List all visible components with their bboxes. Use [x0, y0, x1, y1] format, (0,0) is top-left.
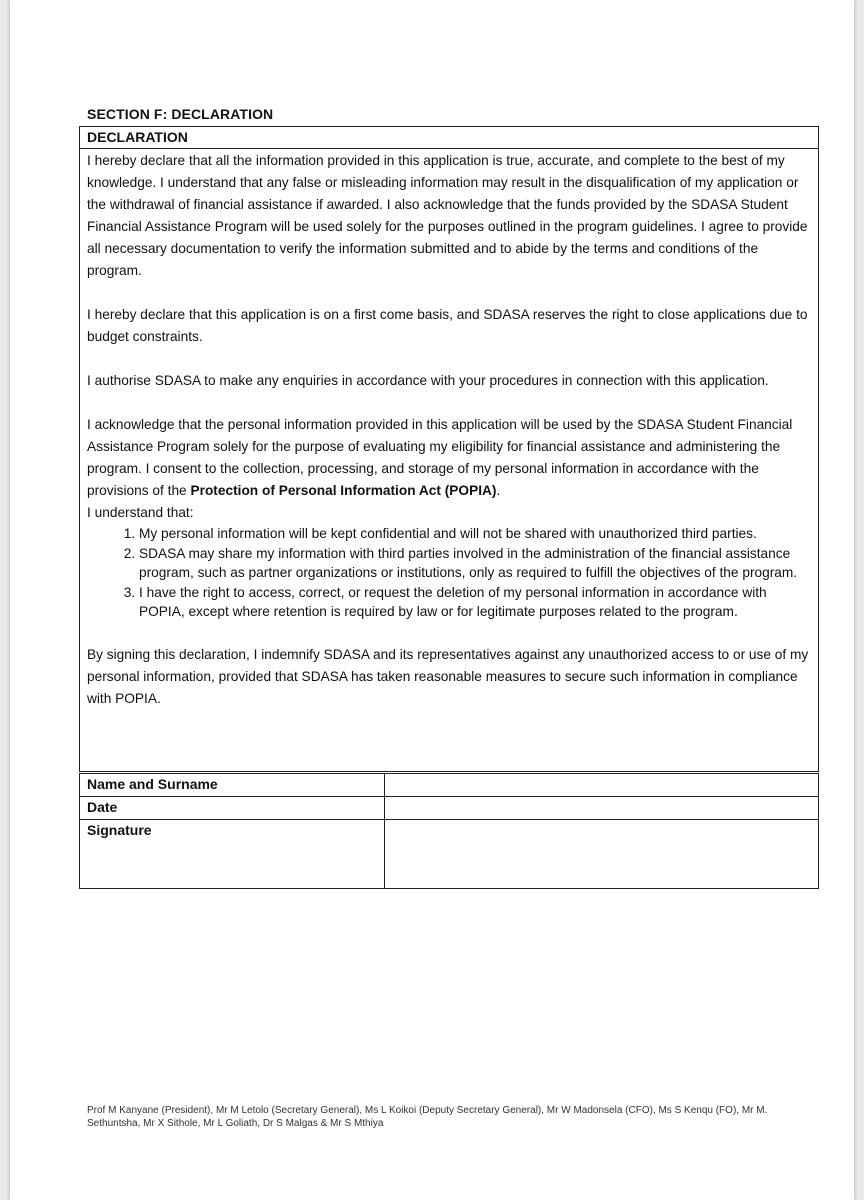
understand-intro: I understand that:: [87, 505, 194, 520]
declaration-paragraph-3: I authorise SDASA to make any enquiries in accordance with your procedures in connection with this application.: [87, 373, 769, 388]
footer-board-members: Prof M Kanyane (President), Mr M Letolo (Secretary General), Ms L Koikoi (Deputy Secretary General), Mr W Madonsela (CFO), Ms S Kenqu (FO), Mr M. Sethuntsha, Mr X Sithole, Mr L Goliath, Dr S Malgas & Mr S Mthiya: [87, 1105, 768, 1129]
signature-row: [80, 820, 819, 889]
popia-act-name: Protection of Personal Information Act (POPIA): [190, 483, 497, 498]
signature-table: [79, 773, 819, 889]
list-item: 2. SDASA may share my information with third parties involved in the administration of the financial assistance program, such as partner organizations or institutions, only as required to fulfill the objectives of the program.: [139, 544, 810, 583]
declaration-heading: DECLARATION: [80, 127, 818, 149]
declaration-paragraph-1: I hereby declare that all the information provided in this application is true, accurate, and complete to the best of my knowledge. I understand that any false or misleading information may result in the disqualification of my application or the withdrawal of financial assistance if awarded. I also acknowledge that the funds provided by the SDASA Student Financial Assistance Program will be used solely for the purposes outlined in the program guidelines. I agree to provide all necessary documentation to verify the information submitted and to abide by the terms and conditions of the program.: [87, 153, 808, 278]
declaration-body: [80, 149, 818, 710]
name-label: Name and Surname: [80, 774, 385, 797]
date-field[interactable]: [385, 797, 819, 820]
popia-text-start: I acknowledge that the personal information provided in this application will be used by the SDASA Student Financial Assistance Program solely for the purpose of evaluating my eligibility for financial assistance and administering the program. I consent to the collection, processing, and storage of my personal information in accordance with the provisions of the: [87, 417, 793, 498]
date-label: Date: [80, 797, 385, 820]
declaration-paragraph-2: I hereby declare that this application is on a first come basis, and SDASA reserves the right to close applications due to budget constraints.: [87, 307, 808, 344]
list-item: 1. My personal information will be kept confidential and will not be shared with unauthorized third parties.: [139, 524, 810, 544]
declaration-paragraph-5: By signing this declaration, I indemnify SDASA and its representatives against any unauthorized access to or use of my personal information, provided that SDASA has taken reasonable measures to secure such information in compliance with POPIA.: [87, 646, 809, 706]
section-title: SECTION F: DECLARATION: [87, 106, 274, 122]
signature-label: Signature: [80, 820, 385, 889]
name-field[interactable]: [385, 774, 819, 797]
signature-field[interactable]: [385, 820, 819, 889]
name-row: [80, 774, 819, 797]
date-row: [80, 797, 819, 820]
declaration-box: [79, 126, 819, 772]
list-item: 3. I have the right to access, correct, or request the deletion of my personal information in accordance with POPIA, except where retention is required by law or for legitimate purposes related to the program.: [139, 583, 810, 622]
understanding-list: [87, 524, 810, 622]
popia-text-end: .: [496, 483, 501, 498]
document-page: [10, 0, 854, 1200]
declaration-paragraph-4: [87, 414, 810, 502]
